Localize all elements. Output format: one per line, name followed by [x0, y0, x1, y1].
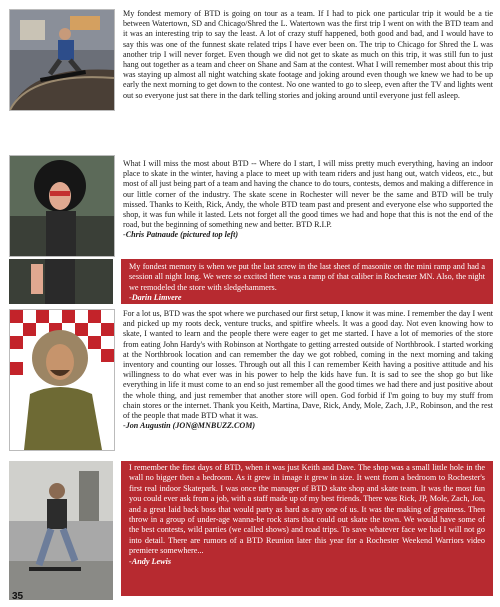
afro-wig-image	[10, 156, 114, 256]
section-andy	[9, 461, 493, 600]
photo-skater-ramp	[9, 9, 115, 111]
andy-quote-text: I remember the first days of BTD, when it was just Keith and Dave. The shop was a small little hole in the wall no bigger then a bedroom. As it grew in image it grew in size. It went from a bedroom to Rochester's first real indoor Skatepark. I was once the manager of BTD skate shop and skate team. It was the most fun you could ever ask from a job, with a staff made up of my best friends. There was Rick, JP, Mole, Zach, Jon, and a great laid back boss that would party as hard as any one of us. It was the making of greatness. Then throw in a group of under-age wanna-be rock stars that could out skate the town. We would have some of the best contests, wild parties (we called shows) and road trips. To save whatever face we had I will not go into detail. There are rumors of a BTD Reunion later this year for a Rochester Weekend Warriors video premiere somewhere...	[129, 463, 485, 556]
photo-skater-street	[9, 461, 113, 600]
section-darin	[9, 259, 493, 304]
section-chris-paragraph-2: What I will miss the most about BTD -- Where do I start, I will miss pretty much everything, having an indoor place to skate in the winter, having a place to meet up with team riders and just hang out, watch videos, etc., but most of all just being part of a team and having the chance to do tours, contests, demos and making a difference in our little corner of the industry. The skate scene in Rochester will never be the same and BTD will be truly missed. Thanks to Keith, Rick, Andy, the whole BTD team past and present and everyone else who supported the shop, it was fun while it lasted. Lets not forget all the good times we had and hope that this is not the end of the road, but the beginning of something new and better. BTD R.I.P.	[123, 159, 493, 230]
photo-man-fur-hood	[9, 309, 115, 451]
photo-continued	[9, 259, 113, 304]
section-chris-continued	[9, 159, 493, 259]
section-chris-paragraph-1: My fondest memory of BTD is going on tour as a team. If I had to pick one particular trip it would be a tie between Watertown, SD and Chicago/Shred the L. Watertown was the first trip I went on with the BTD team and it was an interesting trip to say the least. A lot of crazy stuff happened, both good and bad, and I would have to say this was one of the funnest skate related trips I have ever been on. The trip to Chicago for Shred the L was another trip I will never forget. Even though we did not get to skate as much on this trip, it was still fun to just hang out together as a team and cheer on Shane and Sam at the contest. What I will remember most about this trip was staying up almost all night watching skate footage and joking around even though we knew we had to be up early the next morning to get down to the contest. No one wanted to go to sleep, even after the TV and lights went out so everyone just sat there in the dark telling stories and joking around until everyone just fell asleep.	[123, 9, 493, 100]
street-skater-image	[9, 461, 113, 600]
section-chris	[9, 9, 493, 159]
section-jon-paragraph: For a lot us, BTD was the spot where we purchased our first setup, I know it was mine. I remember the day I went and picked up my roots deck, venture trucks, and spitfire wheels. It was a good day. Not even knowing how to skate, I wanted to learn and the people there were eager to get me started. I have a lot of memories of the store from eating John Hardy's with Robinson at Northgate to getting arrested outside of Northbrook. I started working at the Northbrook location and can remember the day we got robbed, coming in the next morning and taking inventory and counting our losses. Through out all this I can remember Keith having a positive attitude and his willingness to do what ever was in his power to help the kids have fun. It is sad to see the shop go but like everything in life it must come to an end so just remember all the good times we had there and just positive about the whole thing, and just remember that another store will open. God forbid if I'm going to buy my stuff from chain stores or the internet. Thank you Keith, Martina, Dave, Rick, Andy, Mole, Zach, J.P., Robinson, and the rest of the people that made BTD what it was.	[123, 309, 493, 421]
section-chris-signature: -Chris Patnaude (pictured top left)	[123, 230, 239, 240]
skater-ramp-image	[10, 10, 114, 110]
darin-quote-text: My fondest memory is when we put the last screw in the last sheet of masonite on the mini ramp and had a session all night long. We were so excited there was a ramp of that caliber in Rochester MN. Also, the night we remodeled the store with sledgehammers.	[129, 262, 485, 292]
darin-quote-box	[121, 259, 493, 304]
afro-wig-image-lower	[9, 259, 113, 304]
section-chris-text	[115, 9, 493, 159]
photo-man-afro-wig	[9, 155, 115, 257]
darin-signature: -Darin Limvere	[129, 293, 182, 303]
section-jon	[9, 309, 493, 457]
section-jon-signature: -Jon Augustin (JON@MNBUZZ.COM)	[123, 421, 256, 431]
andy-signature: -Andy Lewis	[129, 556, 172, 566]
page-number: 35	[12, 591, 24, 602]
section-chris-text-2	[115, 159, 493, 259]
fur-hood-image	[10, 310, 114, 450]
section-jon-text	[115, 309, 493, 457]
andy-quote-box	[121, 461, 493, 596]
